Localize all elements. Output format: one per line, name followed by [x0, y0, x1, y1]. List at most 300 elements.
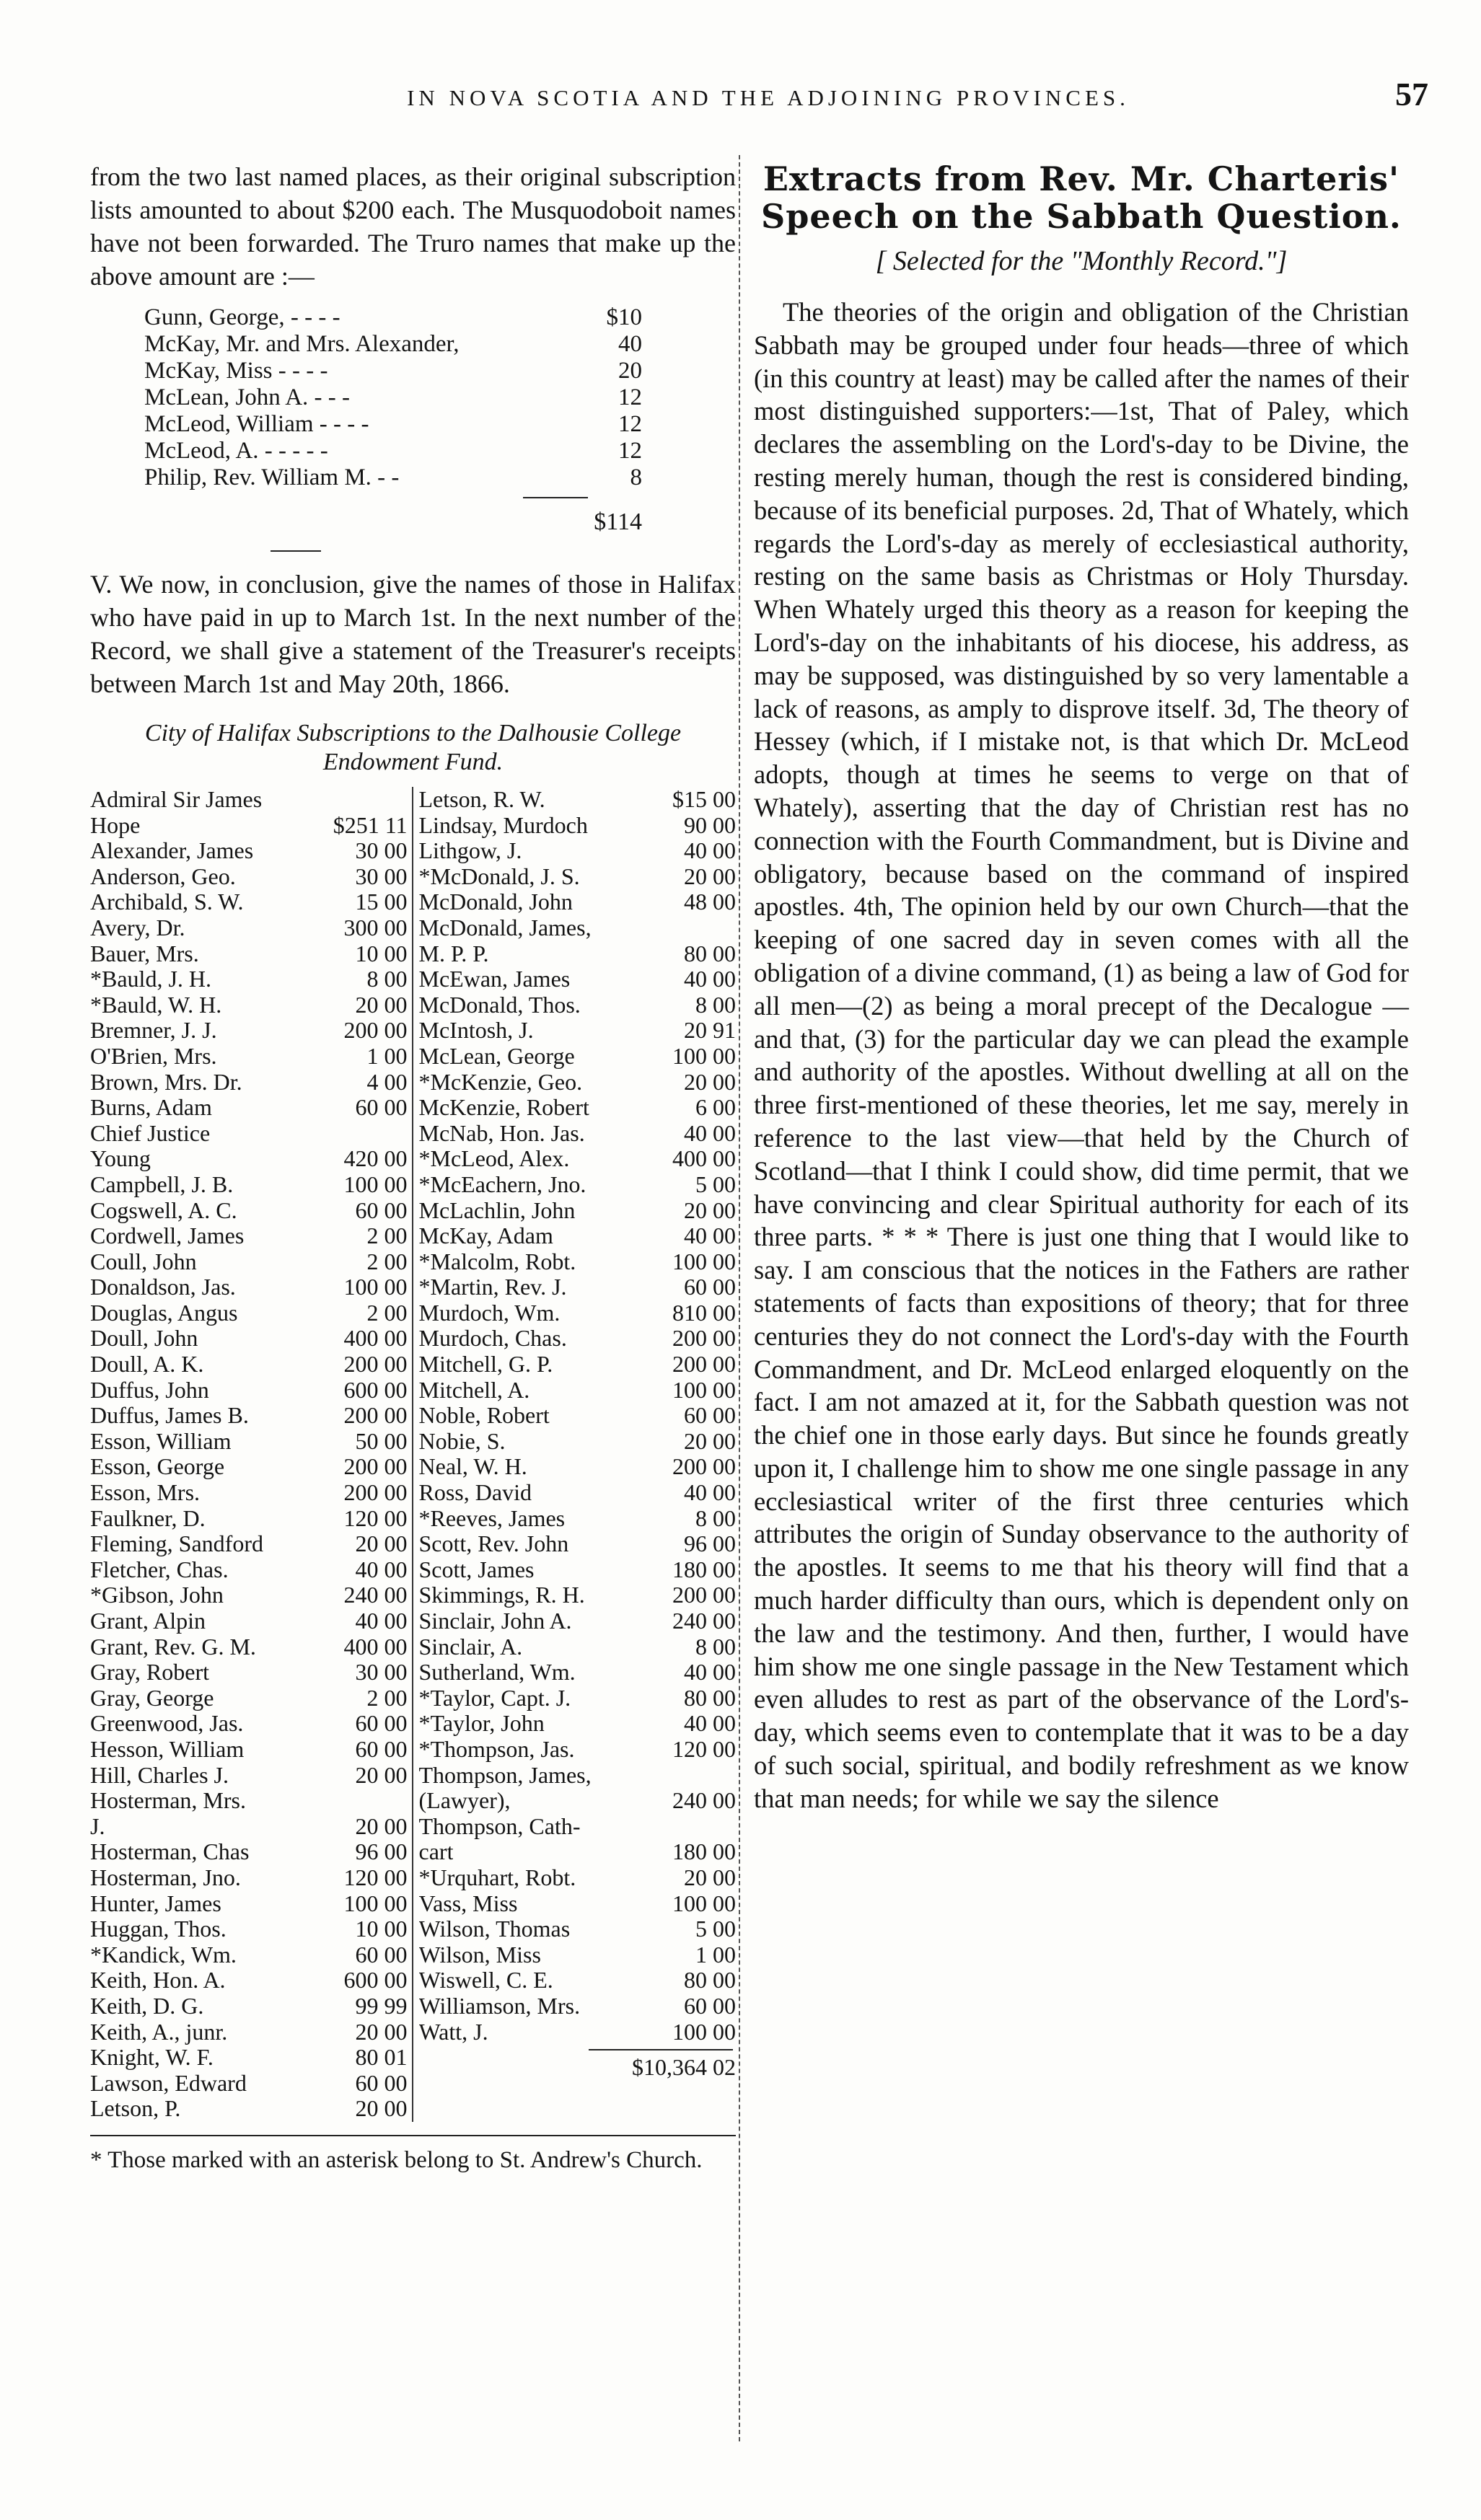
- donor-row-amount: 240 00: [672, 1787, 736, 1814]
- donor-row: [419, 1839, 737, 1865]
- donor-row: [90, 838, 408, 864]
- donor-row: [419, 1531, 737, 1557]
- donor-row-amount: 60 00: [355, 1197, 408, 1223]
- donor-row: [419, 1686, 737, 1711]
- donor-row-name: Scott, Rev. John: [418, 1531, 569, 1557]
- donor-row-name: Donaldson, Jas.: [90, 1274, 236, 1300]
- donor-row: [90, 941, 408, 967]
- donor-row: [90, 992, 408, 1018]
- donor-row: [419, 1326, 737, 1352]
- donor-row-name: Keith, Hon. A.: [90, 1968, 226, 1993]
- donor-row: [419, 1660, 737, 1686]
- donor-row-amount: 30 00: [355, 863, 408, 889]
- donor-row-name: Campbell, J. B.: [90, 1171, 234, 1197]
- donor-row-amount: 20 00: [355, 1812, 408, 1839]
- donor-row-amount: 60 00: [355, 1094, 408, 1121]
- donor-row: [90, 1608, 408, 1634]
- donor-row-name: Archibald, S. W.: [90, 889, 244, 915]
- donor-row-amount: 810 00: [672, 1299, 736, 1326]
- donor-row-amount: 40 00: [684, 1659, 736, 1686]
- donor-row-name: *Bauld, J. H.: [90, 966, 211, 992]
- donor-row-amount: 96 00: [684, 1530, 736, 1557]
- donor-row-name: Thompson, Cath-: [418, 1813, 581, 1839]
- donor-row-name: *Urquhart, Robt.: [418, 1864, 576, 1890]
- donor-total: $10,364 02: [632, 2054, 736, 2081]
- donor-row-name: Esson, Mrs.: [90, 1480, 201, 1506]
- donor-row: [90, 1403, 408, 1429]
- donor-row-amount: 2 00: [366, 1248, 408, 1274]
- donor-row-name: Skimmings, R. H.: [418, 1582, 585, 1608]
- donor-row: [90, 1070, 408, 1096]
- truro-subscription-list: [144, 304, 642, 491]
- section-divider: [271, 550, 321, 552]
- donor-row: [90, 1506, 408, 1532]
- donor-row-name: Young: [90, 1146, 151, 1172]
- donor-row-name: Burns, Adam: [90, 1095, 212, 1121]
- donor-row: [90, 889, 408, 915]
- donor-row-name: McLean, George: [418, 1043, 575, 1069]
- donor-row-amount: [341, 787, 408, 813]
- donor-column-b-rows: [419, 787, 737, 2045]
- donor-row: [90, 1121, 408, 1147]
- donor-row: [90, 1865, 408, 1891]
- donor-row: [419, 966, 737, 992]
- donor-row: [419, 1891, 737, 1917]
- donor-row-name: Admiral Sir James: [90, 787, 263, 812]
- donor-row: [419, 1608, 737, 1634]
- donor-row-amount: 1 00: [695, 1941, 736, 1968]
- donor-row: [419, 1429, 737, 1455]
- donor-row: [90, 1146, 408, 1172]
- donor-row-name: *Taylor, Capt. J.: [418, 1685, 571, 1711]
- donor-row-name: Hosterman, Mrs.: [90, 1788, 246, 1814]
- donor-row-name: McDonald, John: [418, 889, 573, 915]
- donor-row: [90, 1763, 408, 1789]
- donor-row-name: J.: [90, 1813, 105, 1839]
- donor-row: [90, 1686, 408, 1711]
- donor-row-amount: 20 00: [684, 863, 736, 889]
- donor-row-amount: 100 00: [672, 1042, 736, 1069]
- donor-row: [419, 1121, 737, 1147]
- donor-row-name: Murdoch, Wm.: [418, 1300, 561, 1326]
- donor-row-name: Hill, Charles J.: [90, 1762, 229, 1788]
- donor-row: [90, 1737, 408, 1763]
- donor-row-name: Fletcher, Chas.: [90, 1556, 229, 1582]
- donor-row-name: Keith, D. G.: [90, 1993, 204, 2019]
- donor-row-amount: 96 00: [355, 1838, 408, 1865]
- donor-row-amount: [341, 1788, 408, 1814]
- donor-row-amount: 8 00: [366, 966, 408, 992]
- donor-row-amount: 40 00: [355, 1556, 408, 1582]
- donor-row-name: *Kandick, Wm.: [90, 1942, 237, 1968]
- donor-row-name: O'Brien, Mrs.: [90, 1043, 217, 1069]
- donor-row-name: McIntosh, J.: [418, 1018, 534, 1044]
- donor-row-name: Bremner, J. J.: [90, 1018, 217, 1044]
- truro-row: [144, 464, 642, 491]
- donor-row-amount: 300 00: [343, 914, 408, 940]
- donor-row-amount: 20 00: [355, 991, 408, 1018]
- donor-row: [419, 1018, 737, 1044]
- donor-row-name: Murdoch, Chas.: [418, 1326, 567, 1352]
- donor-row-amount: 15 00: [355, 889, 408, 915]
- donor-row-amount: 200 00: [672, 1453, 736, 1480]
- donor-row-name: Nobie, S.: [418, 1428, 506, 1454]
- donor-row-amount: 200 00: [343, 1402, 408, 1429]
- donor-row: [419, 1557, 737, 1583]
- donor-row-amount: 600 00: [343, 1376, 408, 1403]
- donor-row-amount: 100 00: [343, 1171, 408, 1197]
- donor-row-name: McDonald, James,: [418, 915, 592, 940]
- donor-row-amount: 20 00: [684, 1197, 736, 1223]
- donor-row-amount: 4 00: [366, 1068, 408, 1095]
- donor-row-name: Sinclair, John A.: [418, 1608, 572, 1634]
- donor-row-name: Esson, George: [90, 1454, 225, 1480]
- donor-row-amount: 420 00: [343, 1145, 408, 1172]
- donor-row-amount: 40 00: [684, 837, 736, 864]
- donor-row: [90, 2045, 408, 2071]
- truro-row-name: Philip, Rev. William M. - -: [144, 464, 400, 490]
- donor-row-name: Faulkner, D.: [90, 1505, 206, 1531]
- donor-row-name: Anderson, Geo.: [90, 863, 236, 889]
- donor-row-name: Doull, John: [90, 1326, 198, 1352]
- donor-row-amount: 20 00: [355, 1761, 408, 1788]
- donor-row-amount: 30 00: [355, 837, 408, 864]
- donor-row-name: Gray, George: [90, 1685, 214, 1711]
- donor-row-amount: 48 00: [684, 889, 736, 915]
- truro-row-name: McKay, Mr. and Mrs. Alexander,: [144, 331, 460, 357]
- donor-row: [419, 864, 737, 890]
- section-v-paragraph: V. We now, in conclusion, give the names of those in Halifax who have paid in up to March 1st. In the next number of the Record, we shall give a statement of the Treasurer's receipts between March 1st and May 20th, 1866.: [90, 570, 736, 698]
- running-header: [108, 76, 1428, 128]
- donor-row-amount: 60 00: [355, 1735, 408, 1762]
- donor-row-amount: 120 00: [672, 1735, 736, 1762]
- donor-row: [90, 1814, 408, 1840]
- donor-row-name: *Gibson, John: [90, 1582, 224, 1608]
- truro-row-name: McLeod, William - - - -: [144, 411, 369, 437]
- donor-row-name: Brown, Mrs. Dr.: [90, 1069, 242, 1095]
- donor-row-amount: 20 00: [355, 2095, 408, 2122]
- donor-row: [419, 915, 737, 941]
- donor-row: [419, 1480, 737, 1506]
- donor-row: [90, 1660, 408, 1686]
- donor-row-name: McKay, Adam: [418, 1223, 553, 1249]
- donor-row-name: Bauer, Mrs.: [90, 940, 199, 966]
- donor-row-amount: 2 00: [366, 1222, 408, 1249]
- truro-row: [144, 358, 642, 384]
- truro-row-amount: $10: [606, 304, 642, 330]
- donor-row-amount: 200 00: [672, 1325, 736, 1352]
- donor-row-amount: 30 00: [355, 1659, 408, 1686]
- donor-row-name: *McEachern, Jno.: [418, 1171, 586, 1197]
- donor-row-name: Alexander, James: [90, 838, 254, 864]
- donor-row-amount: 20 00: [684, 1427, 736, 1454]
- donor-row: [90, 1326, 408, 1352]
- donor-row-name: McNab, Hon. Jas.: [418, 1120, 585, 1146]
- donor-row-amount: 20 00: [684, 1864, 736, 1890]
- donor-row-amount: 400 00: [672, 1145, 736, 1172]
- donor-row-name: Letson, P.: [90, 2096, 181, 2122]
- donor-row-amount: 600 00: [343, 1967, 408, 1993]
- page-number: 57: [1395, 76, 1428, 113]
- donor-row: [90, 1788, 408, 1814]
- donor-row-name: Keith, A., junr.: [90, 2019, 228, 2045]
- donor-row-amount: 100 00: [343, 1274, 408, 1300]
- halifax-list-heading: City of Halifax Subscriptions to the Dalhousie College Endowment Fund.: [144, 720, 682, 775]
- donor-row: [419, 1044, 737, 1070]
- donor-row: [90, 2019, 408, 2045]
- donor-row: [419, 2019, 737, 2045]
- donor-row-name: Lawson, Edward: [90, 2070, 247, 2096]
- footnote-rule: [90, 2135, 736, 2136]
- donor-row: [90, 787, 408, 813]
- donor-row-amount: 120 00: [343, 1504, 408, 1531]
- donor-row-amount: 8 00: [695, 1633, 736, 1660]
- donor-row-name: *Thompson, Jas.: [418, 1736, 575, 1762]
- donor-row: [90, 1198, 408, 1224]
- donor-row-amount: 200 00: [672, 1351, 736, 1378]
- donor-row: [419, 838, 737, 864]
- donor-row: [419, 1172, 737, 1198]
- donor-row: [419, 1865, 737, 1891]
- donor-row-amount: 40 00: [684, 1222, 736, 1249]
- donor-row-amount: 90 00: [684, 811, 736, 838]
- donor-row-name: Fleming, Sandford: [90, 1531, 263, 1557]
- donor-row-name: Wilson, Thomas: [418, 1916, 571, 1942]
- donor-row-amount: 2 00: [366, 1684, 408, 1711]
- truro-row: [144, 331, 642, 358]
- donor-row: [419, 1916, 737, 1942]
- donor-row-amount: 120 00: [343, 1864, 408, 1890]
- donor-row: [419, 1582, 737, 1608]
- donor-row-amount: 40 00: [355, 1608, 408, 1634]
- donor-row: [90, 1916, 408, 1942]
- donor-row-amount: 8 00: [695, 1504, 736, 1531]
- truro-total-rule: [523, 497, 588, 498]
- donor-row-amount: 10 00: [355, 1916, 408, 1942]
- donor-row-amount: 60 00: [355, 2069, 408, 2096]
- truro-row-amount: 12: [618, 384, 642, 410]
- donor-row: [419, 992, 737, 1018]
- donor-row-name: McKenzie, Robert: [418, 1095, 589, 1121]
- donor-row-name: cart: [418, 1839, 454, 1865]
- donor-row: [419, 941, 737, 967]
- donor-row-name: *Martin, Rev. J.: [418, 1274, 567, 1300]
- donor-row-amount: [341, 1121, 408, 1147]
- donor-row: [90, 1711, 408, 1737]
- donor-row-name: Letson, R. W.: [418, 787, 545, 812]
- donor-row-amount: 200 00: [343, 1479, 408, 1506]
- donor-row-amount: 80 00: [684, 1684, 736, 1711]
- footnote: * Those marked with an asterisk belong to St. Andrew's Church.: [90, 2146, 703, 2173]
- truro-row-amount: 8: [630, 464, 642, 490]
- donor-row: [90, 1891, 408, 1917]
- donor-row-amount: 6 00: [695, 1094, 736, 1121]
- donor-row-amount: 400 00: [343, 1325, 408, 1352]
- truro-row-name: McLean, John A. - - -: [144, 384, 351, 410]
- donor-row-name: Wilson, Miss: [418, 1942, 541, 1968]
- donor-row-amount: 60 00: [684, 1274, 736, 1300]
- donor-row-name: *McDonald, J. S.: [418, 863, 580, 889]
- donor-row-amount: 40 00: [684, 1119, 736, 1146]
- donor-row-name: Noble, Robert: [418, 1403, 550, 1429]
- donor-row-name: Cordwell, James: [90, 1223, 245, 1249]
- donor-row-name: *McKenzie, Geo.: [418, 1069, 583, 1095]
- donor-row-amount: 10 00: [355, 940, 408, 966]
- donor-row-amount: 200 00: [343, 1351, 408, 1378]
- donor-row: [419, 1146, 737, 1172]
- truro-row-amount: 40: [618, 331, 642, 357]
- donor-row: [90, 1018, 408, 1044]
- donor-row: [419, 1249, 737, 1275]
- donor-row-name: McEwan, James: [418, 966, 571, 992]
- donor-row-amount: 20 00: [684, 1068, 736, 1095]
- donor-row-name: *Malcolm, Robt.: [418, 1248, 576, 1274]
- donor-row-amount: 5 00: [695, 1916, 736, 1942]
- donor-row-name: Huggan, Thos.: [90, 1916, 227, 1942]
- donor-row: [90, 1172, 408, 1198]
- donor-row: [90, 1582, 408, 1608]
- donor-row-name: *Taylor, John: [418, 1711, 545, 1737]
- donor-row: [419, 787, 737, 813]
- donor-row-name: Douglas, Angus: [90, 1300, 238, 1326]
- donor-row: [419, 889, 737, 915]
- donor-row-name: Esson, William: [90, 1428, 232, 1454]
- truro-row-name: Gunn, George, - - - -: [144, 304, 340, 330]
- donor-row-name: Hunter, James: [90, 1890, 221, 1916]
- truro-row: [144, 438, 642, 464]
- donor-row-amount: $15 00: [672, 786, 736, 812]
- donor-row: [90, 1249, 408, 1275]
- donor-row-name: *Reeves, James: [418, 1505, 566, 1531]
- donor-row: [419, 1095, 737, 1121]
- donor-column-b: [413, 787, 737, 2122]
- truro-row-amount: 12: [618, 411, 642, 437]
- donor-row-amount: 200 00: [343, 1017, 408, 1044]
- donor-row: [419, 1763, 737, 1789]
- donor-row-amount: 60 00: [684, 1992, 736, 2019]
- donor-row-amount: [669, 1814, 736, 1840]
- donor-row: [90, 1968, 408, 1993]
- donor-row-name: Hope: [90, 812, 141, 838]
- donor-row: [90, 2096, 408, 2122]
- right-column: [754, 160, 1409, 2454]
- donor-row-name: Sinclair, A.: [418, 1634, 523, 1660]
- donor-row: [90, 1839, 408, 1865]
- donor-row: [90, 915, 408, 941]
- donor-row-name: Greenwood, Jas.: [90, 1711, 244, 1737]
- running-title: IN NOVA SCOTIA AND THE ADJOINING PROVINCES.: [407, 85, 1130, 110]
- donor-row: [90, 813, 408, 839]
- donor-row-amount: 20 91: [684, 1017, 736, 1044]
- donor-row-name: Avery, Dr.: [90, 915, 185, 940]
- donor-row: [90, 1378, 408, 1404]
- donor-row-amount: 20 00: [355, 2018, 408, 2045]
- donor-row-name: (Lawyer),: [418, 1788, 511, 1814]
- donor-row-name: Grant, Rev. G. M.: [90, 1634, 256, 1660]
- truro-row-name: McLeod, A. - - - - -: [144, 438, 328, 464]
- donor-row: [419, 1634, 737, 1660]
- donor-row: [419, 1814, 737, 1840]
- donor-row-name: Lindsay, Murdoch: [418, 812, 588, 838]
- donor-row-amount: 40 00: [684, 1479, 736, 1506]
- donor-row-amount: 240 00: [343, 1582, 408, 1608]
- donor-row-name: Wiswell, C. E.: [418, 1968, 553, 1993]
- donor-row: [419, 1506, 737, 1532]
- donor-row: [419, 1274, 737, 1300]
- donor-row-amount: 100 00: [672, 1248, 736, 1274]
- donor-row-amount: 80 00: [684, 1967, 736, 1993]
- donor-row-name: Watt, J.: [418, 2019, 488, 2045]
- donor-row-amount: 60 00: [684, 1402, 736, 1429]
- donor-row-name: Neal, W. H.: [418, 1454, 527, 1480]
- donor-row: [90, 1223, 408, 1249]
- donor-row: [90, 1531, 408, 1557]
- donor-row-name: Doull, A. K.: [90, 1352, 204, 1378]
- donor-row: [419, 1711, 737, 1737]
- donor-row-name: Hosterman, Chas: [90, 1839, 250, 1865]
- donor-row-amount: 50 00: [355, 1427, 408, 1454]
- intro-paragraph: from the two last named places, as their original subscription lists amounted to about $200 each. The Musquodoboit names have not been forwarded. The Truro names that make up the above amount are :—: [90, 162, 736, 291]
- donor-row: [90, 864, 408, 890]
- donor-row-amount: 100 00: [343, 1890, 408, 1916]
- donor-row: [90, 1634, 408, 1660]
- donor-row-name: Scott, James: [418, 1556, 535, 1582]
- donor-row-amount: [669, 1763, 736, 1789]
- donor-row: [90, 1300, 408, 1326]
- donor-row: [419, 1378, 737, 1404]
- donor-row-amount: 1 00: [366, 1042, 408, 1069]
- donor-row-amount: 180 00: [672, 1838, 736, 1865]
- donor-row-name: *Bauld, W. H.: [90, 992, 222, 1018]
- donor-row-amount: 5 00: [695, 1171, 736, 1197]
- donor-row-amount: 80 00: [684, 940, 736, 966]
- donor-row-name: Mitchell, A.: [418, 1377, 530, 1403]
- donor-row-amount: 200 00: [343, 1453, 408, 1480]
- donor-row: [419, 1942, 737, 1968]
- donor-row-amount: 8 00: [695, 991, 736, 1018]
- donor-total-rule: [589, 2049, 733, 2050]
- donor-row-amount: 400 00: [343, 1633, 408, 1660]
- donor-row-amount: 99 99: [355, 1992, 408, 2019]
- donor-row-amount: $251 11: [333, 811, 408, 838]
- donor-row: [419, 1070, 737, 1096]
- donor-row: [90, 1993, 408, 2019]
- donor-row-amount: 240 00: [672, 1608, 736, 1634]
- donor-row: [90, 1557, 408, 1583]
- article-source: [ Selected for the "Monthly Record."]: [875, 246, 1288, 276]
- donor-row: [90, 1044, 408, 1070]
- truro-row: [144, 384, 642, 411]
- donor-row-name: Ross, David: [418, 1480, 532, 1506]
- donor-row: [419, 1198, 737, 1224]
- donor-column-a: [90, 787, 413, 2122]
- donor-row-name: Sutherland, Wm.: [418, 1660, 576, 1686]
- donor-row: [90, 2071, 408, 2097]
- donor-row: [419, 1788, 737, 1814]
- donor-row-amount: 60 00: [355, 1710, 408, 1737]
- left-column: [90, 160, 736, 2454]
- donor-row: [419, 813, 737, 839]
- donor-row-name: Duffus, James B.: [90, 1403, 249, 1429]
- donor-row: [90, 1454, 408, 1480]
- donor-row-name: Lithgow, J.: [418, 838, 522, 864]
- truro-row: [144, 304, 642, 331]
- truro-row-amount: 20: [618, 358, 642, 384]
- donor-row-amount: 40 00: [684, 966, 736, 992]
- donor-row-amount: 2 00: [366, 1299, 408, 1326]
- donor-row: [90, 1942, 408, 1968]
- donor-row: [419, 1737, 737, 1763]
